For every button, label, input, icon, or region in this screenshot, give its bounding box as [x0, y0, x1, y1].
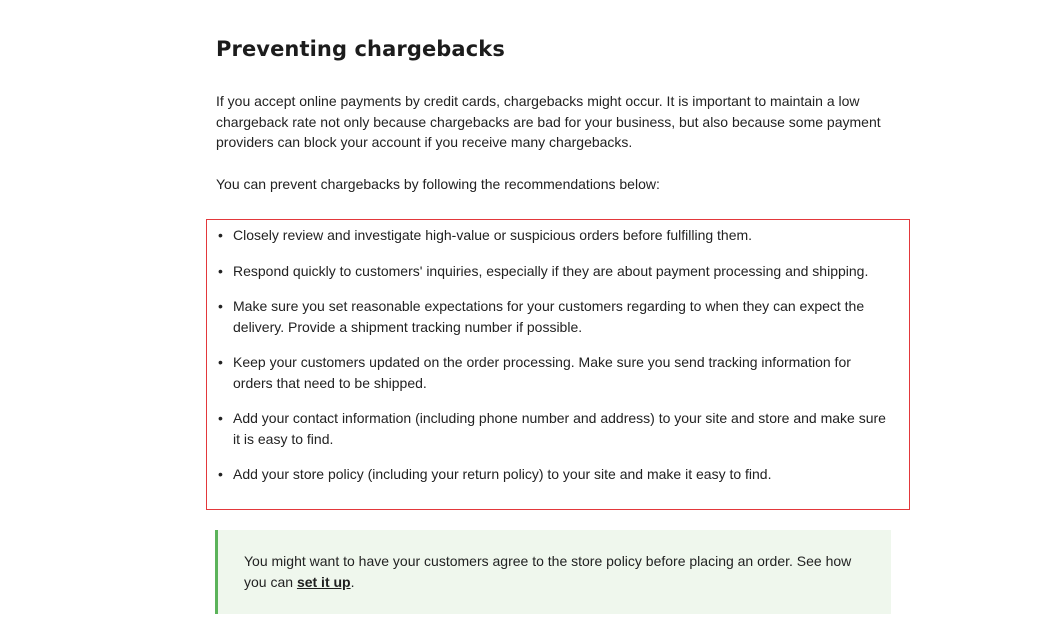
bullet: •	[218, 262, 223, 279]
list-item	[216, 408, 892, 449]
lead-paragraph: You can prevent chargebacks by following the recommendations below:	[216, 176, 660, 192]
list-item	[216, 352, 892, 393]
set-it-up-link[interactable]: set it up	[296, 573, 351, 590]
list-item	[216, 225, 892, 246]
recommendations-list	[216, 225, 892, 500]
bullet: •	[218, 410, 223, 426]
note-paragraph	[244, 551, 864, 592]
list-item	[216, 261, 892, 282]
list-item	[216, 296, 892, 337]
bullet: •	[218, 466, 223, 482]
bullet: •	[218, 227, 223, 243]
page-title: Preventing chargebacks	[216, 37, 505, 61]
bullet: •	[218, 298, 223, 314]
list-item-text: Respond quickly to customers' inquiries, especially if they are about payment processing and shipping.	[233, 262, 869, 279]
list-item-text: Add your store policy (including your return policy) to your site and make it easy to find.	[233, 466, 772, 482]
list-item-text: Closely review and investigate high-value or suspicious orders before fulfilling them.	[233, 227, 753, 243]
list-item-text: Make sure you set reasonable expectations for your customers regarding to when they can expect the delivery. Provide a shipment tracking number if possible.	[233, 298, 865, 335]
list-item	[216, 464, 892, 485]
note-text-end: .	[350, 573, 355, 590]
intro-paragraph: If you accept online payments by credit cards, chargebacks might occur. It is important to maintain a low chargeback rate not only because chargebacks are bad for your business, but also because some payment providers can block your account if you receive many chargebacks.	[216, 93, 881, 150]
article	[216, 37, 892, 192]
info-note	[215, 530, 891, 614]
list-item-text: Keep your customers updated on the order processing. Make sure you send tracking information for orders that need to be shipped.	[233, 354, 851, 391]
note-text: You might want to have your customers agree to the store policy before placing an order. See how you can	[244, 553, 852, 590]
bullet: •	[218, 354, 223, 370]
list-item-text: Add your contact information (including phone number and address) to your site and store and make sure it is easy to find.	[233, 410, 886, 447]
